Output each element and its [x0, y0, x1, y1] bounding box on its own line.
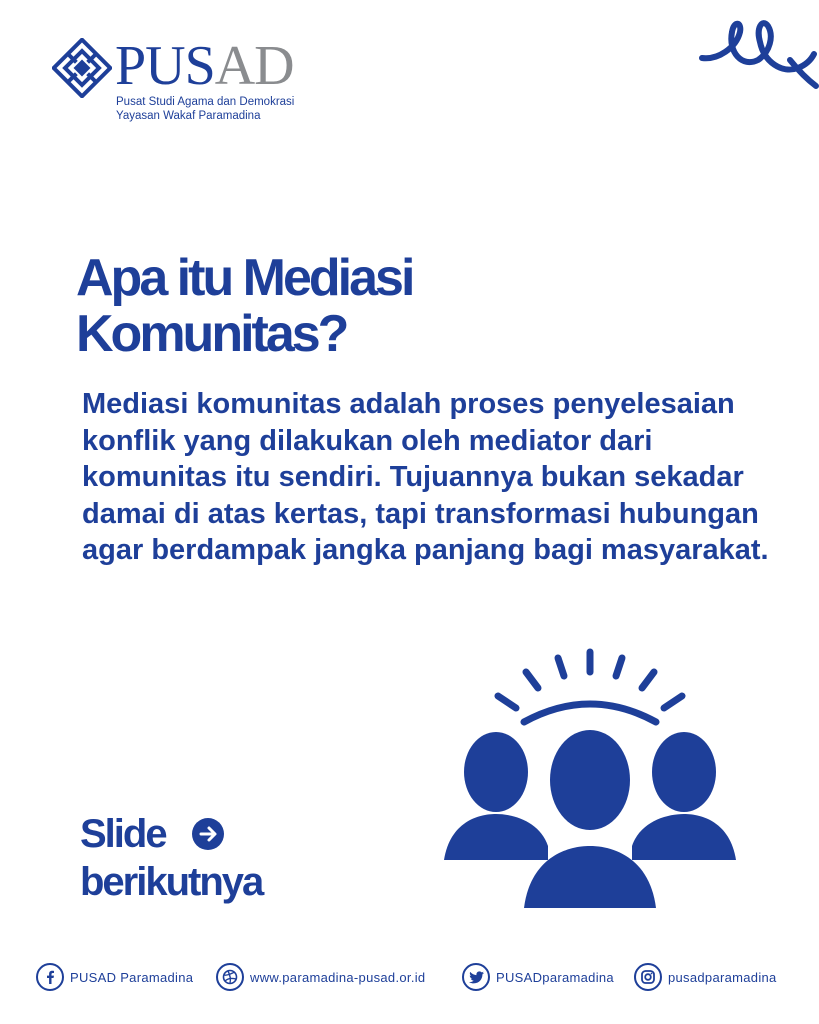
footer-social-links — [36, 960, 796, 996]
footer-website-label: www.paramadina-pusad.or.id — [250, 969, 426, 985]
title-line-2: Komunitas? — [76, 305, 347, 363]
footer-instagram[interactable] — [634, 960, 777, 994]
logo-wordmark-blue: PUS — [115, 35, 215, 97]
title-line-1: Apa itu Mediasi — [76, 249, 413, 307]
logo-subtitle-2: Yayasan Wakaf Paramadina — [116, 110, 261, 122]
next-slide-label-1: Slide — [80, 812, 166, 856]
footer-facebook-label: PUSAD Paramadina — [70, 969, 194, 985]
website-icon — [216, 963, 244, 991]
arrow-right-circle-icon[interactable] — [192, 818, 224, 850]
decorative-squiggle-icon — [698, 8, 819, 92]
footer-twitter-label: PUSADparamadina — [496, 969, 614, 985]
pusad-logo — [52, 35, 322, 128]
pusad-emblem-icon — [52, 38, 112, 98]
page-title — [76, 250, 596, 362]
description-text: Mediasi komunitas adalah proses penyelesaian konflik yang dilakukan oleh mediator dari komunitas itu sendiri. Tujuannya bukan sekadar damai di atas kertas, tapi transformasi hubungan agar berdampak jangka panjang bagi masyarakat. — [82, 388, 769, 566]
footer-website[interactable] — [216, 960, 425, 994]
footer-facebook[interactable] — [36, 960, 193, 994]
twitter-icon — [462, 963, 490, 991]
facebook-icon — [36, 963, 64, 991]
footer-instagram-label: pusadparamadina — [668, 969, 777, 985]
logo-wordmark — [115, 36, 294, 96]
footer-twitter[interactable] — [462, 960, 614, 994]
instagram-icon — [634, 963, 662, 991]
logo-wordmark-grey: AD — [214, 35, 294, 97]
logo-subtitle-1: Pusat Studi Agama dan Demokrasi — [116, 96, 295, 108]
next-slide-prompt[interactable] — [80, 810, 262, 906]
community-people-icon — [440, 646, 740, 916]
next-slide-label-2: berikutnya — [80, 860, 263, 904]
